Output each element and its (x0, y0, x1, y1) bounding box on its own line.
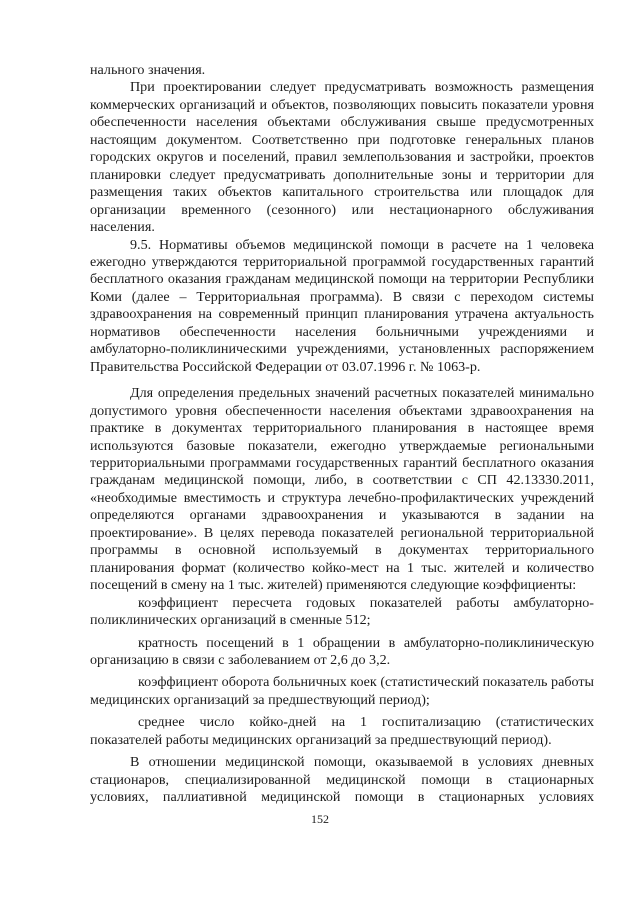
paragraph-commercial-objects: При проектировании следует предусматривать возможность размещения коммерческих организаций и объектов, позволяющих повысить показатели уровня обеспеченности населения объектами обслуживания свыше предусмотренных настоящим документом. Соответственно при подготовке генеральных планов городских округов и поселений, правил землепользования и застройки, проектов планировки следует предусматривать дополнительные зоны и территории для размещения таких объектов капитального строительства или площадок для организации временного (сезонного) или нестационарного обслуживания населения. (90, 79, 594, 236)
list-item-visit-ratio: кратность посещений в 1 обращении в амбулаторно-поликлиническую организацию в связи с заболеванием от 2,6 до 3,2. (90, 634, 594, 668)
list-item-bed-turnover: коэффициент оборота больничных коек (статистический показатель работы медицинских организаций за предшествующий период); (90, 674, 594, 708)
body-text (90, 62, 594, 807)
paragraph-continuation: нального значения. (90, 62, 206, 78)
paragraph-day-hospitals: В отношении медицинской помощи, оказываемой в условиях дневных стационаров, специализированной медицинской помощи в стационарных условиях, паллиативной медицинской помощи в стационарных условиях (90, 754, 594, 806)
paragraph-9-5-medical-norms: 9.5. Нормативы объемов медицинской помощи в расчете на 1 человека ежегодно утверждаются территориальной программой государственных гарантий бесплатного оказания гражданам медицинской помощи на территории Республики Коми (далее – Территориальная программа). В связи с переходом системы здравоохранения на современный принцип планирования утрачена актуальность нормативов обеспеченности населения больничными учреждениями и амбулаторно-поликлиническими учреждениями, установленных распоряжением Правительства Российской Федерации от 03.07.1996 г. № 1063-р. (90, 236, 594, 375)
list-item-bed-days: среднее число койко-дней на 1 госпитализацию (статистических показателей работы медицинских организаций за предшествующий период). (90, 714, 594, 748)
list-item-conversion-coefficient: коэффициент пересчета годовых показателей работы амбулаторно-поликлинических организаций в сменные 512; (90, 594, 594, 629)
paragraph-indicators: Для определения предельных значений расчетных показателей минимально допустимого уровня обеспеченности населения объектами здравоохранения на практике в документах территориального планирования в настоящее время используются базовые показатели, ежегодно утверждаемые региональными территориальными программами государственных гарантий бесплатного оказания гражданам медицинской помощи, либо, в соответствии с СП 42.13330.2011, «необходимые вместимость и структура лечебно-профилактических учреждений определяются органами здравоохранения и указываются в задании на проектирование». В целях перевода показателей региональной территориальной программы в основной используемый в документах территориального планирования формат (количество койко-мест на 1 тыс. жителей и количество посещений в смену на 1 тыс. жителей) применяются следующие коэффициенты: (90, 385, 594, 594)
page-number: 152 (311, 812, 329, 826)
